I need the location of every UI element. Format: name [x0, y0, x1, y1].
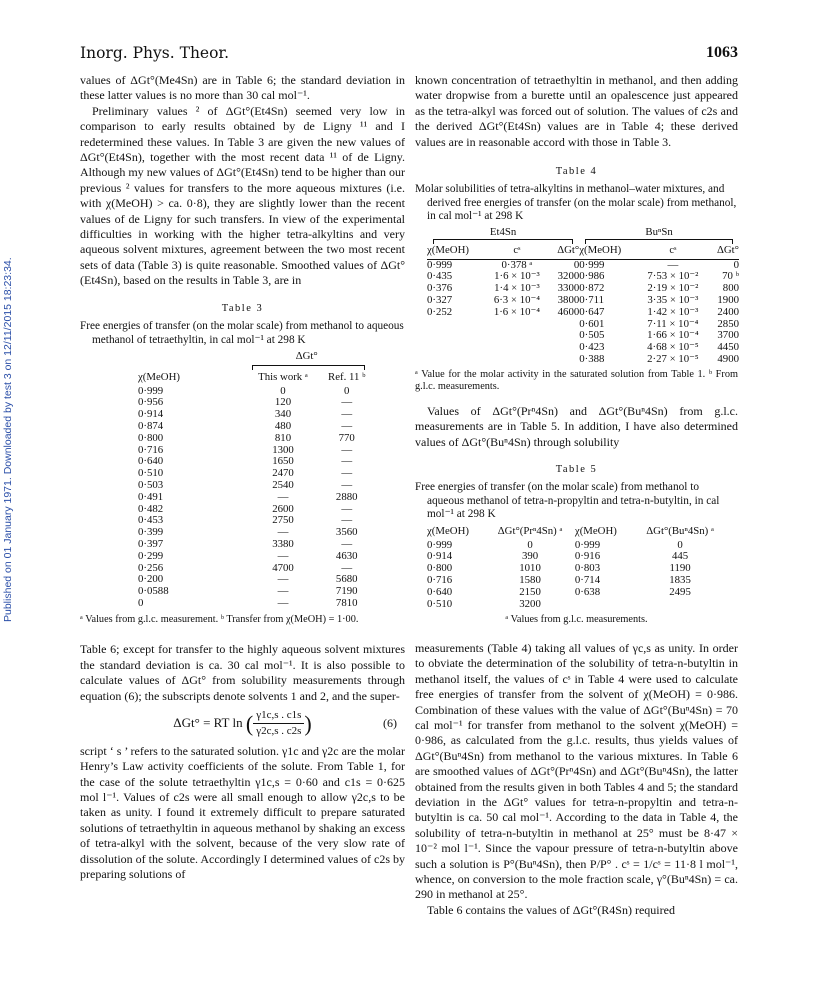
group-header-bu4sn: BuⁿSn: [645, 225, 673, 238]
table-caption: Molar solubilities of tetra-alkyltins in methanol–water mixtures, and derived free energies of transfer (on the molar scale) from methanol, in cal mol⁻¹ at 298 K: [415, 183, 737, 223]
table-cell: 1·6 × 10⁻³: [494, 270, 540, 283]
equation-6: ΔGt° = RT ln ( $\frac{\gamma 1c,s . c1s}{\gamma 2c,s . c2s}$ ) (6): [80, 708, 405, 740]
table-cell: [485, 342, 549, 354]
column-header: χ(MeOH): [138, 370, 180, 383]
table-cell: 7·11 × 10⁻⁴: [647, 317, 699, 330]
column-header: χ(MeOH): [574, 524, 617, 537]
table-cell: 4600: [557, 305, 580, 318]
table-cell: 0·423: [579, 341, 605, 354]
table-cell: 0·378 ᵃ: [501, 258, 533, 271]
table-cell: 3300: [557, 282, 580, 295]
table-cell: 0·872: [579, 282, 605, 295]
table-cell: 3800: [557, 293, 580, 306]
table-cell: 1·4 × 10⁻³: [494, 282, 540, 295]
table-cell: 0: [573, 258, 580, 271]
column-header: χ(MeOH): [579, 243, 622, 256]
table-cell: 340: [274, 408, 292, 421]
column-header: Ref. 11 ᵇ: [328, 370, 366, 383]
table-row: [427, 354, 739, 366]
table-cell: 0·388: [579, 352, 605, 365]
table-cell: 0·914: [427, 550, 453, 563]
table-cell: —: [277, 573, 289, 586]
table-cell: 0·803: [574, 562, 601, 575]
table-cell: 1·66 × 10⁻⁴: [647, 329, 699, 342]
table-cell: 0·638: [574, 585, 601, 598]
paragraph: script ‘ s ’ refers to the saturated solution. γ1c and γ2c are the molar Henry’s Law activity coefficients of the solute. From Table 1, for the case of the solute tetraethyltin γ1c,s = 0·60 and c1s = 0·625 mol l⁻¹. Values of c2s were all small enough to allow γ2c,s to be taken as unity. I found it extremely difficult to prepare saturated solutions of tetraethyltin in aqueous methanol by shaking an excess of tetra-alkyl with the solvent, because of the very slow rate of dissolution of the solute. Accordingly I determined values of c2s by preparing solutions of: [80, 743, 405, 882]
equation-lhs: ΔGt° = RT ln: [173, 714, 243, 730]
table-cell: 0·397: [138, 538, 164, 551]
table-cell: 0: [138, 597, 144, 610]
table-row: [138, 492, 375, 504]
table-cell: 770: [338, 431, 355, 444]
table-cell: [427, 342, 485, 354]
table-row: [138, 504, 375, 516]
table-row: [138, 409, 375, 421]
table-cell: 0·800: [427, 562, 453, 575]
table-cell: 0: [677, 538, 683, 551]
table-cell: 7810: [335, 597, 358, 610]
table-cell: 0: [527, 538, 533, 551]
table-cell: 1010: [519, 562, 541, 575]
table-cell: 0·491: [138, 490, 164, 503]
table-cell: 0·986: [579, 270, 605, 283]
table-cell: 445: [671, 550, 689, 563]
paragraph: Table 6 contains the values of ΔGt°(R4Sn) required: [427, 902, 675, 917]
table-cell: 2540: [272, 479, 294, 492]
table-cell: —: [341, 514, 353, 527]
table-footnote: ᵃ Values from g.l.c. measurement. ᵇ Transfer from χ(MeOH) = 1·00.: [80, 613, 359, 625]
table-cell: 4450: [717, 341, 739, 354]
paragraph: values of ΔGt°(Me4Sn) are in Table 6; the standard deviation in these latter values is no more than 30 cal mol⁻¹.: [80, 73, 405, 103]
table-row: [138, 598, 375, 610]
table-cell: 0·999: [579, 258, 605, 271]
table-cell: —: [277, 585, 289, 598]
paragraph: Values of ΔGt°(Prⁿ4Sn) and ΔGt°(Buⁿ4Sn) from g.l.c. measurements are in Table 5. In addition, I have also determined values of ΔGt°(Buⁿ4Sn) through solubility: [415, 403, 738, 449]
left-column: [80, 73, 405, 882]
table-cell: 4900: [717, 352, 739, 365]
table-cell: 0·916: [574, 550, 601, 563]
table-cell: 1190: [669, 562, 691, 575]
table-cell: 0·376: [427, 282, 453, 295]
table-cell: [549, 330, 579, 342]
table-cell: 3200: [519, 597, 541, 610]
table-row: [427, 307, 739, 319]
table-cell: 4700: [272, 561, 294, 574]
table-cell: 390: [521, 550, 539, 563]
table-cell: 1580: [519, 574, 541, 587]
table-cell: —: [341, 561, 353, 574]
table-cell: —: [277, 526, 289, 539]
table-cell: [427, 354, 485, 366]
table-footnote: ᵃ Value for the molar activity in the saturated solution from Table 1. ᵇ From g.l.c. measurements.: [415, 368, 738, 393]
equation-numerator: γ1c,s . c1s: [253, 708, 304, 724]
table-cell: 0·601: [579, 317, 605, 330]
table-cell: —: [277, 490, 289, 503]
column-header: ΔGt°: [716, 243, 739, 256]
table-cell: —: [277, 597, 289, 610]
table-cell: 7·53 × 10⁻²: [647, 270, 699, 283]
table-cell: 1·42 × 10⁻³: [647, 305, 699, 318]
paragraph: Preliminary values ² of ΔGt°(Et4Sn) seemed very low in comparison to early results obtained by de Ligny ¹¹ and I redetermined these values. In Table 3 are given the new values of ΔGt°(Et4Sn), together with the most recent data ¹¹ of de Ligny. Although my new values of ΔGt°(Et4Sn) tend to be higher than our previous ² values for transfers to the more aqueous mixtures (i.e. with χ(MeOH) > ca. 0·8), they are slightly lower than the recent values of de Ligny for such transfers. In view of the experimental difficulties in working with the higher tetra-alkyltins and very aqueous solvent mixtures, agreement between the two most recent sets of data (Table 3) is quite reasonable. Smoothed values of ΔGt°(Et4Sn), based on the results in Table 3, are in: [80, 103, 405, 288]
table-title: Table 3: [221, 302, 264, 314]
table-row: [138, 468, 375, 480]
table-cell: —: [341, 408, 353, 421]
table-cell: [427, 319, 485, 331]
table-row: [138, 386, 375, 398]
table-cell: 3700: [717, 329, 739, 342]
table-cell: 2750: [272, 514, 294, 527]
table-row: [138, 433, 375, 445]
table-cell: 0·914: [138, 408, 164, 421]
table-cell: —: [277, 549, 289, 562]
table-cell: [633, 599, 727, 611]
table-cell: 0·711: [579, 293, 605, 306]
journal-header: Inorg. Phys. Theor.: [80, 44, 230, 62]
table-cell: 0·999: [427, 538, 453, 551]
column-header: ΔGt°(Prⁿ4Sn) ᵃ: [497, 524, 563, 537]
table-cell: 0·640: [427, 585, 453, 598]
table-cell: 0: [280, 384, 286, 397]
table-caption: Free energies of transfer (on the molar scale) from methanol to aqueous methanol of tetraethyltin, in cal mol⁻¹ at 298 K: [80, 320, 404, 346]
table-row: [138, 445, 375, 457]
table-row: [138, 527, 375, 539]
equation-denominator: γ2c,s . c2s: [256, 725, 302, 738]
table-cell: [485, 319, 549, 331]
table-cell: 2470: [272, 467, 294, 480]
column-header: ΔGt°(Buⁿ4Sn) ᵃ: [646, 524, 714, 537]
column-header: χ(MeOH): [427, 243, 469, 256]
table-cell: —: [341, 502, 353, 515]
table-cell: —: [667, 258, 679, 271]
group-header-et4sn: Et4Sn: [489, 225, 517, 238]
data-table: [427, 227, 739, 366]
column-header: This work ᵃ: [258, 370, 308, 383]
paragraph: Table 6; except for transfer to the highly aqueous solvent mixtures the standard deviation is ca. 30 cal mol⁻¹. It is also possible to calculate values of ΔGt° from solubility measurements through equation (6); the subscripts denote solvents 1 and 2, and the super-: [80, 642, 405, 703]
download-notice[interactable]: Published on 01 January 1971. Downloaded by test 3 on 12/11/2015 18:23:34.: [2, 257, 14, 623]
data-table: [138, 351, 375, 610]
table-title: Table 4: [555, 166, 598, 178]
table-cell: 0·299: [138, 549, 164, 562]
table-footnote: ᵃ Values from g.l.c. measurements.: [505, 614, 648, 626]
table-cell: 0·453: [138, 514, 164, 527]
table-cell: 0·999: [574, 538, 601, 551]
table-cell: 2600: [272, 502, 294, 515]
paragraph: measurements (Table 4) taking all values of γc,s as unity. In order to obviate the determination of the solubility of tetra-n-butyltin in methanol itself, the values of cˢ in Table 4 were used to calculate free energies of transfer from the solvent of χ(MeOH) = 0·986. Combination of these values with the value of ΔGt°(Buⁿ4Sn) = 70 cal mol⁻¹ for transfer from methanol to the solvent χ(MeOH) = 0·986, as calculated from the g.l.c. results, thus yields values of ΔGt°(Buⁿ4Sn) from methanol to the various mixtures. In Table 6 are smoothed values of ΔGt°(Prⁿ4Sn) and ΔGt°(Buⁿ4Sn), the latter obtained from the results given in both Tables 4 and 5; the standard deviation in the ΔGt° values for tetra-n-propyltin and tetra-n-butyltin is ca. 50 cal mol⁻¹. According to the data in Table 4, the solubility of tetra-n-butyltin in methanol at 25° must be 8·47 × 10⁻² mol l⁻¹. Since the vapour pressure of tetra-n-butyltin above such a solution is P°(Buⁿ4Sn), then P/P° . cˢ = 1/cˢ = 11·8 l mol⁻¹, whence, on conversion to the mole fraction scale, γ°(Buⁿ4Sn) = ca. 290 in methanol at 25°.: [415, 640, 738, 902]
table-cell: 0·999: [138, 384, 164, 397]
table-cell: —: [341, 467, 353, 480]
table-cell: [485, 330, 549, 342]
table-cell: 7190: [335, 585, 358, 598]
table-cell: [427, 330, 485, 342]
table-cell: 2400: [717, 305, 739, 318]
table-row: [427, 587, 727, 599]
equation-number: (6): [383, 715, 397, 730]
table-cell: 810: [274, 431, 292, 444]
page-number: 1063: [706, 44, 738, 61]
table-cell: —: [341, 443, 353, 456]
table-cell: 6·3 × 10⁻⁴: [493, 293, 540, 306]
table-title: Table 5: [555, 463, 598, 475]
table-cell: 0·956: [138, 396, 164, 409]
table-cell: 0·510: [427, 597, 453, 610]
table-cell: 0·716: [138, 443, 164, 456]
table-cell: 0·505: [579, 329, 605, 342]
table-row: [427, 295, 739, 307]
column-header: ΔGt°: [557, 243, 580, 256]
table-cell: [485, 354, 549, 366]
table-cell: [549, 342, 579, 354]
table-cell: 0·714: [574, 574, 601, 587]
table-cell: 2·27 × 10⁻⁵: [647, 352, 699, 365]
table-cell: 0·256: [138, 561, 164, 574]
table-cell: 1·6 × 10⁻⁴: [493, 305, 540, 318]
table-cell: 1650: [272, 455, 294, 468]
table-cell: 800: [722, 282, 739, 295]
table-cell: —: [341, 455, 353, 468]
table-cell: [549, 319, 579, 331]
table-cell: —: [341, 396, 353, 409]
table-cell: 0·510: [138, 467, 164, 480]
table-cell: 3·35 × 10⁻³: [647, 293, 699, 306]
table-cell: 4·68 × 10⁻⁵: [647, 341, 699, 354]
table-row: [427, 599, 727, 611]
table-row: [138, 397, 375, 409]
table-cell: 2·19 × 10⁻²: [647, 282, 699, 295]
table-cell: [575, 599, 633, 611]
table-cell: —: [341, 538, 353, 551]
table-cell: 3200: [557, 270, 580, 283]
table-cell: 1900: [717, 293, 739, 306]
table-cell: 2150: [519, 585, 541, 598]
table-cell: 0·399: [138, 526, 164, 539]
table-cell: 0·640: [138, 455, 164, 468]
table-cell: 1835: [669, 574, 691, 587]
table-cell: 0·647: [579, 305, 605, 318]
table-cell: 4630: [335, 549, 358, 562]
table-cell: 0·503: [138, 479, 164, 492]
table-cell: 1300: [272, 443, 294, 456]
table-caption: Free energies of transfer (on the molar scale) from methanol to aqueous methanol of tetra-n-propyltin and tetra-n-butyltin, in cal mol⁻¹ at 298 K: [415, 481, 720, 521]
table-cell: 0·252: [427, 305, 453, 318]
right-column: [415, 73, 738, 918]
data-table: [427, 526, 727, 611]
table-cell: 0·874: [138, 420, 164, 433]
table-cell: 5680: [335, 573, 358, 586]
table-cell: 0·716: [427, 574, 453, 587]
table-cell: 120: [274, 396, 292, 409]
table-cell: 0·800: [138, 431, 164, 444]
table-cell: 0·999: [427, 258, 453, 271]
table-cell: 3560: [335, 526, 358, 539]
table-cell: 0·0588: [138, 585, 169, 598]
table-cell: 3380: [272, 538, 294, 551]
table-cell: 0: [344, 384, 350, 397]
table-cell: —: [341, 420, 353, 433]
column-header: cˢ: [513, 243, 521, 256]
table-cell: 0·482: [138, 502, 164, 515]
table-cell: 480: [274, 420, 292, 433]
table-cell: 2495: [669, 585, 691, 598]
paragraph: known concentration of tetraethyltin in methanol, and then adding water dropwise from a burette until an opalescence just appeared as the tetra-alkyl was forced out of solution. The values of c2s and the derived ΔGt°(Et4Sn) values are in Table 4; these derived values are in reasonable accord with those in Table 3.: [415, 73, 738, 149]
table-cell: 0·327: [427, 293, 453, 306]
table-cell: 0·200: [138, 573, 164, 586]
table-cell: —: [341, 479, 353, 492]
table-cell: [549, 354, 579, 366]
table-cell: 0: [733, 258, 739, 271]
table-cell: 2850: [717, 317, 739, 330]
column-header: χ(MeOH): [427, 524, 469, 537]
group-header: ΔGt°: [295, 350, 318, 363]
table-row: [138, 551, 375, 563]
table-row: [138, 456, 375, 468]
table-cell: 70 ᵇ: [722, 270, 739, 283]
table-cell: 0·435: [427, 270, 453, 283]
table-cell: 2880: [335, 490, 358, 503]
column-header: cˢ: [669, 243, 677, 256]
